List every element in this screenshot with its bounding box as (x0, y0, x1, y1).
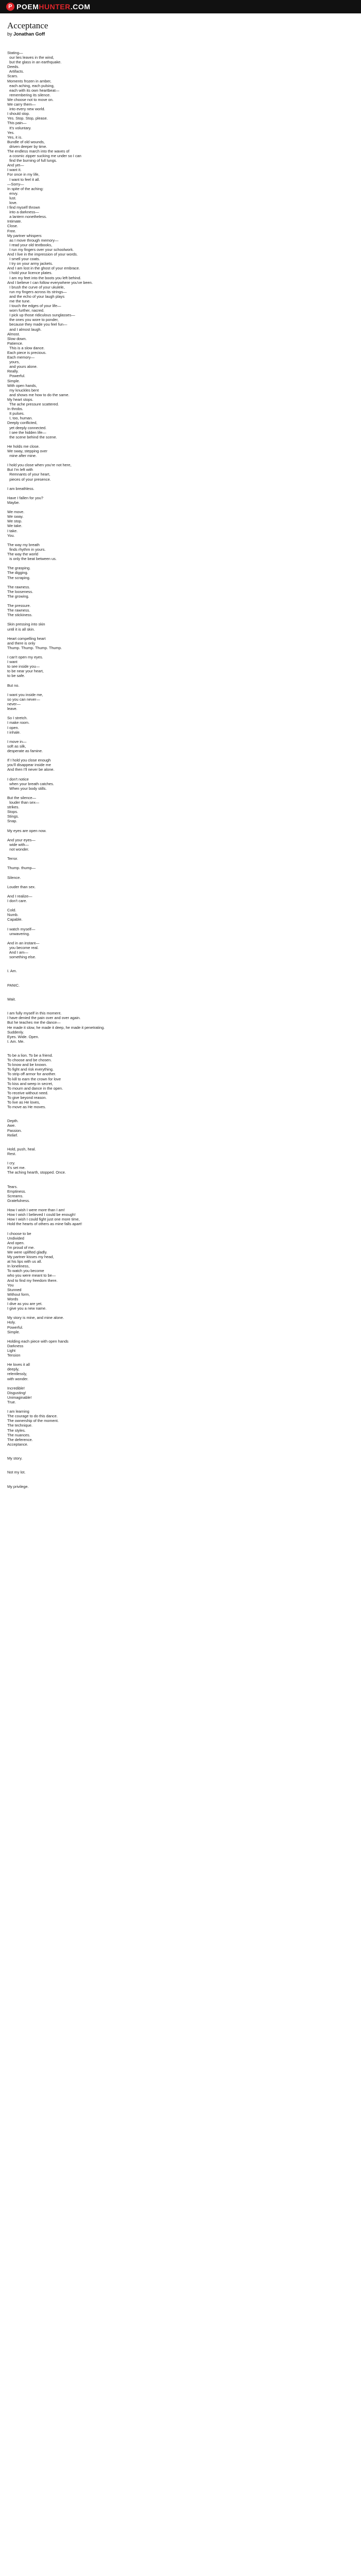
logo-icon: P (6, 3, 14, 11)
poem-title: Acceptance (7, 21, 48, 30)
poem-author[interactable]: Jonathan Goff (13, 31, 45, 37)
site-logo[interactable] (6, 3, 90, 11)
site-header (0, 0, 361, 13)
byline-label: by (7, 31, 12, 37)
poem-byline (7, 31, 354, 37)
logo-text: POEMHUNTER.COM (17, 3, 91, 11)
poem-container (0, 13, 361, 1489)
poem-body: Stating— our lies leaves in the wind, but the glass in an earthquake. Deeds. Artifacts. Scars. Moments frozen in amber, each aching, each pulsing, each with its own heartbeat— remembering its silence. We choose not to move on. We carry them— into every new world. I should stop. Yes. Stop. Stop, please. This pain— It's voluntary. Yes. Yes, it is. Bundle of old wounds, driven deeper by time. The endless march into the waves of a cosmic zipper sucking me under so I can find the burning of full lungs. And yet— I want it. For once in my life, I want to feel it all. —Sorry— In spite of the aching: envy. lust. love. I find myself thrown into a darkness— a lantern nonetheless. Intimate. Close. Free. My partner whispers as I move through memory— I read your old textbooks, I run my fingers over your schoolwork. And I live in the impression of your words. I smell your coats. I try on your army jackets. And I am lost in the ghost of your embrace. I hold your licence plates. I am my feet into the boots you left behind. And I believe I can follow everywhere you've been. I brush the curve of your ukulele, run my fingers across its strings— and the echo of your laugh plays me the tune. I touch the edges of your life— worn further, nacred. I pick up those ridiculous sunglasses— the ones you wore to ponder, because they made you feel fun— and I almost laugh. Almost. Slow down. Patience. This is a slow dance. Each piece is precious. Each memory— yours, and yours alone. Really. Powerful. Simple. With open hands, my knuckles bent and shows me how to do the same. My heart stops. The ache pressure scattered. In throbs. It pulses. I, too, human. Deeply conflicted, yet deeply connected. I see the hidden life— the scene behind the scene. He holds me close. We sway, stepping over mine after mine. I hold you close when you're not here, But I'm left with Remnants of your heart, pieces of your presence. I am breathless. Have I fallen for you? Maybe. We move. We sway. We stop. We take. I take. You. The way my breath finds rhythm in yours. The way the world is only the beat between us. The grasping. The digging. The scraping. The rawness. The looseness. The growing. The pressure. The rawness. The stickiness. Skin pressing into skin until it is all skin. Heart compelling heart and there is only Thump. Thump. Thump. Thump. I can't open my eyes. I want to see inside you— to be near your heart, to be safe. But no. I want you inside me, so you can never— never— leave. So I stretch. I make room. I open. I inhale. I move in— soft as silk, desperate as famine. If I hold you close enough you'll disappear inside me And then I'll never be alone. I don't notice when your breath catches. When your body stills. But the silence— louder than sex— strikes. Stops. Stings. Snap. My eyes are open now. And your eyes— wide with— not wonder. Terror. Thump. thump— Silence. Louder than sex. And I realize— I don't care. Cold. Numb. Capable. I watch myself— unwavering. And in an instant— you become real. And I am— something else. I. Am. PANIC. Wait. I am fully myself in this moment. I have denied the pain over and over again. But he teaches me the dance— He made it slow, he made it deep, he made it penetrating. Suddenly. Eyes. Wide. Open. I. Am. Me. To be a lion. To be a friend. To choose and be chosen. To know and be known. To fight and risk everything. To strip off armor for another. To kill to earn the crown for love To kiss and weep in secret, To mourn and dance in the open. To receive without need. To give beyond reason. To live as He loves, To move as He moves. Depth. Awe. Passion. Relief. Hold, push, heal. Rest. I cry. It's set me. The aching hearth, stopped. Once. Tears. Emptiness. Screams. Gratefulness. How I wish I were more than I am! How I wish I believed I could be enough! How I wish I could fight just one more time, Hold the hearts of others as mine falls apart! I choose to be Undivided And open. I'm proud of me. We were uplifted gladly. My partner kisses my head, at his lips with us all. In loneliness, To watch you become who you were meant to be— And to find my freedom there. You Stunned Without form, Words I dive as you are yet. I give you a new name. My story is mine, and mine alone. Holy. Powerful. Simple. Holding each piece with open hands Darkness Light Tension He loves it all deeply, relentlessly, with wonder. Incredible! Disgusting! Unimaginable! True. I am learning The courage to do this dance. The ownership of the moment. The technique. The styles. The nuances. The deference. Acceptance. My story. Not my lot. My privilege. (7, 50, 105, 1489)
